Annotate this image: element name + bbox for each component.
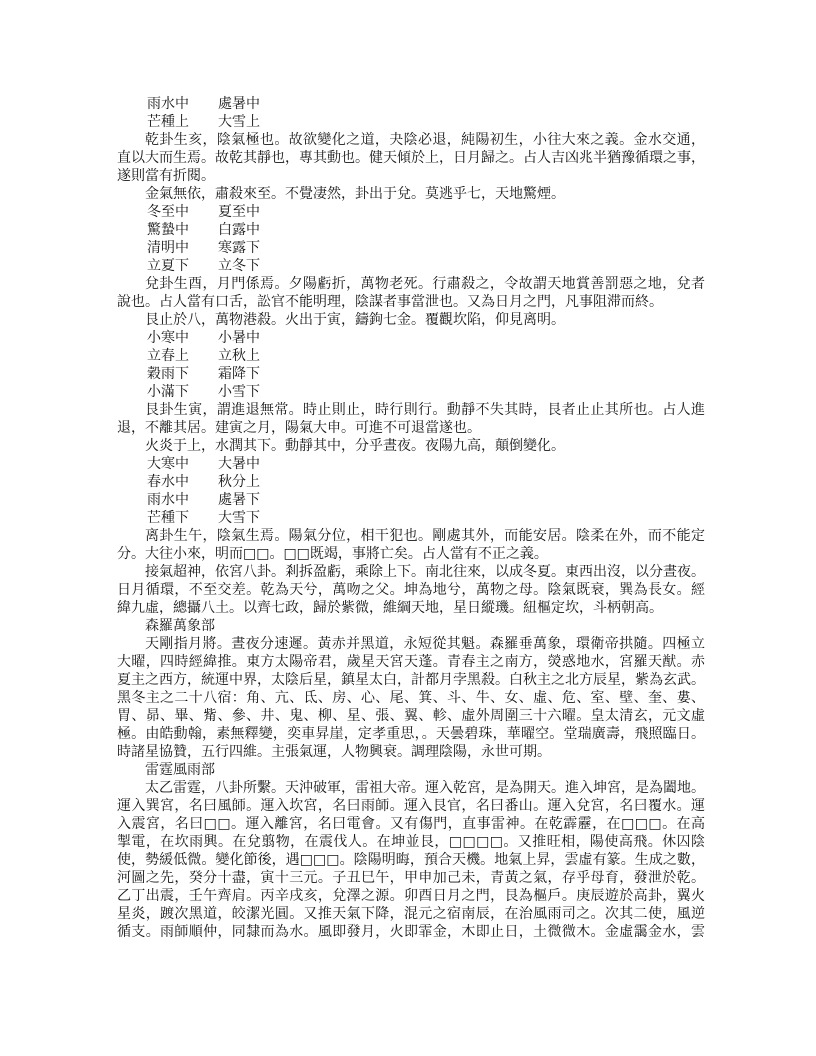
text-line: 入震宮，名曰□□。運入離宮，名曰電會。又有傷門，直事雷神。在乾霹靂，在□□□。在高 [117,816,705,832]
solar-term-pair [117,239,705,257]
solar-term-right: 秋分上 [218,474,260,490]
text-line: 日月循環，不至交差。乾為天兮，萬吻之父。坤為地兮，萬物之母。陰氣既衰，巽為長女。經 [117,582,705,598]
solar-term-pair [117,95,705,113]
solar-term-left: 穀雨下 [147,366,189,382]
paragraph [117,527,705,563]
text-line: 乾卦生亥，陰氣極也。故欲變化之道，夬陰必退，純陽初生，小往大來之義。金水交通， [145,132,705,148]
text-line: 運入巽宮，名曰風師。運入坎宮，名曰雨師。運入艮官，名曰番山。運入兌宮，名曰覆水。運 [117,798,705,814]
paragraph [117,185,705,203]
solar-term-left: 立夏下 [147,258,189,274]
solar-term-right: 大雪下 [218,510,260,526]
paragraph [117,563,705,617]
text-line: 离卦生午，陰氣生焉。陽氣分位，相干犯也。剛處其外，而能安居。陰柔在外，而不能定 [145,528,705,544]
paragraph [117,779,705,941]
text-line: 大曜，四時經緯推。東方太陽帝君，歲星天宮天蓬。青春主之南方，熒惑地水，宮羅天猷。赤 [117,654,705,670]
solar-term-pair [117,509,705,527]
paragraph [117,635,705,761]
text-line: 夏主之西方，統運中界，太陰后星，鎮星太白，計都月孛黑殺。白秋主之北方辰星，紫為玄武。 [117,672,705,688]
text-line: 接氣超神，依宮八卦。剎拆盈虧，乘除上下。南北往來，以成冬夏。東西出沒，以分晝夜。 [145,564,705,580]
text-line: 極。由皓動翰，素無釋變，奕車昇崖，定孝重思，。天曇碧珠，華曜空。堂瑞廣壽，飛照臨日。 [117,726,705,742]
paragraph [117,131,705,185]
solar-term-right: 立冬下 [218,258,260,274]
solar-term-left: 雨水中 [147,492,189,508]
text-line: 循支。雨師順仲，同隸而為水。風即發月，火即霏金，木即止日，土微微木。金虛靄金水，雲 [117,924,705,940]
solar-term-pair [117,257,705,275]
solar-term-right: 大雪上 [218,114,260,130]
solar-term-left: 立春上 [147,348,189,364]
text-line: 直以大而生焉。故乾其靜也，專其動也。健天傾於上，日月歸之。占人吉凶兆半猶豫循環之事， [117,150,705,166]
text-line: 星炎，踱次黑道，皎潔光圓。又推天氣下降，混元之宿南辰，在治風雨司之。次其二使，風逆 [117,906,705,922]
solar-term-left: 雨水中 [147,96,189,112]
text-line: 兌卦生酉，月門係焉。夕陽虧折，萬物老死。行肅殺之，令故謂天地賞善罰惡之地，兌者 [145,276,705,292]
solar-term-pair [117,365,705,383]
solar-term-right: 小雪下 [218,384,260,400]
solar-term-right: 霜降下 [218,366,260,382]
solar-term-left: 驚蟄中 [147,222,189,238]
section-heading: 森羅萬象部 [145,618,215,634]
solar-term-pair [117,473,705,491]
solar-term-right: 小暑中 [218,330,260,346]
solar-term-left: 大寒中 [147,456,189,472]
paragraph [117,401,705,437]
solar-term-right: 處暑中 [218,96,260,112]
solar-term-left: 清明中 [147,240,189,256]
solar-term-left: 芒種下 [147,510,189,526]
text-line: 乙丁出震，壬午齊肩。丙辛戌亥，兌澤之源。卯酉日月之門，艮為樞戶。庚辰遊於高卦，翼火 [117,888,705,904]
text-line: 分。大往小來，明而□□。□□既竭，事將亡矣。占人當有不正之義。 [117,546,548,562]
text-line: 說也。占人當有口舌，訟官不能明理，陰謀者事當泄也。又為日月之門，凡事阻滞而終。 [117,294,663,310]
paragraph [117,437,705,455]
solar-term-pair [117,347,705,365]
text-line: 艮止於八，萬物港殺。火出于寅，鑄鉤七金。覆觀坎陷，仰見离明。 [145,312,565,328]
text-line: 金氣無依，肅殺來至。不覺凄然，卦出于兌。莫逃乎七，天地驚煙。 [145,186,565,202]
text-line: 掣電，在坎雨興。在兌翦物，在震伐人。在坤並艮，□□□□。又推旺相，陽使高飛。休囚陰 [117,834,705,850]
solar-term-right: 寒露下 [218,240,260,256]
text-line: 退，不離其居。建寅之月，陽氣大申。可進不可退當遂也。 [117,420,481,436]
solar-term-pair [117,491,705,509]
text-line: 時諸星協贊，五行四維。主張氣運，人物興衰。調理陰陽，永世可期。 [117,744,551,760]
solar-term-right: 立秋上 [218,348,260,364]
paragraph [117,311,705,329]
solar-term-left: 春水中 [147,474,189,490]
solar-term-left: 冬至中 [147,204,189,220]
solar-term-right: 夏至中 [218,204,260,220]
text-line: 艮卦生寅，謂進退無常。時止則止，時行則行。動靜不失其時，艮者止止其所也。占人進 [145,402,705,418]
text-line: 使，勢緩低微。變化節後，遇□□□。陰陽明晦，預合天機。地氣上昇，雲虛有篆。生成之數， [117,852,705,868]
solar-term-pair [117,113,705,131]
text-line: 火炎于上，水潤其下。動靜其中，分乎晝夜。夜陽九高，顛倒變化。 [145,438,565,454]
solar-term-right: 處暑下 [218,492,260,508]
text-line: 緯九虛，總攝八土。以齊七政，歸於紫微，維綱天地，星日縱璣。紐樞定坎，斗柄朝高。 [117,600,663,616]
solar-term-pair [117,203,705,221]
solar-term-pair [117,329,705,347]
text-line: 黑冬主之二十八宿：角、亢、氐、房、心、尾、箕、斗、牛、女、虛、危、室、壁、奎、婁、 [117,690,705,706]
text-line: 河圖之先，癸分十盡，寅十三元。子丑巳午，甲申加己未，青黃之氣，存乎母育，發泄於乾。 [117,870,705,886]
solar-term-left: 小寒中 [147,330,189,346]
solar-term-pair [117,455,705,473]
text-line: 胃、昴、畢、觜、參、井、鬼、柳、星、張、翼、軫、虛外周圍三十六曜。皇太清玄，元文虛 [117,708,705,724]
solar-term-right: 白露中 [218,222,260,238]
text-line: 遂則當有折閱。 [117,168,215,184]
text-line: 太乙雷霆，八卦所繫。天沖破軍，雷祖大帝。運入乾宮，是為開天。進入坤宮，是為闔地。 [145,780,705,796]
paragraph [117,275,705,311]
solar-term-pair [117,383,705,401]
solar-term-left: 芒種上 [147,114,189,130]
solar-term-pair [117,221,705,239]
section-heading: 雷霆風雨部 [145,762,215,778]
document-body [117,95,705,941]
solar-term-right: 大暑中 [218,456,260,472]
text-line: 天剛指月將。晝夜分速遲。黃赤并黑道，永短從其魁。森羅垂萬象，環衛帝拱隨。四極立 [145,636,705,652]
solar-term-left: 小滿下 [147,384,189,400]
